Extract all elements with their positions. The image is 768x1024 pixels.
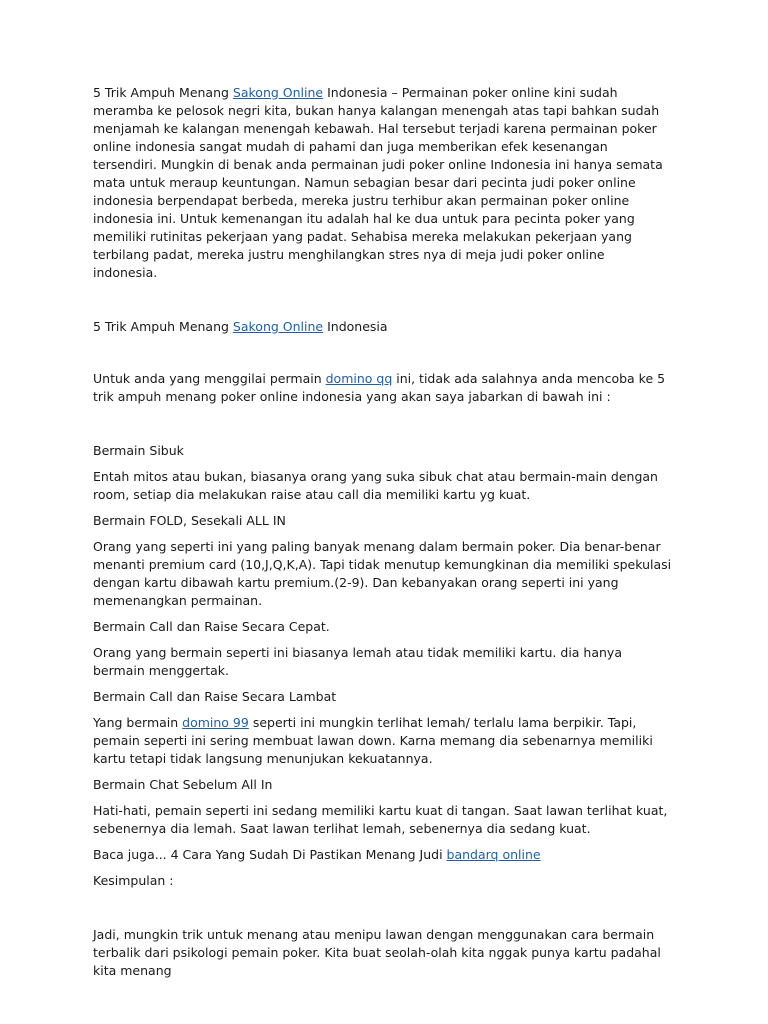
conclusion-title: Kesimpulan : <box>93 873 174 888</box>
read-more-prefix: Baca juga... 4 Cara Yang Sudah Di Pastikan Menang Judi <box>93 847 447 862</box>
lead-suffix: ini, tidak ada salahnya anda mencoba ke 5 trik ampuh menang poker online indonesia yang akan saya jabarkan di bawah ini : <box>93 371 666 404</box>
section-title-4: Bermain Call dan Raise Secara Lambat <box>93 689 337 704</box>
section-title-1: Bermain Sibuk <box>93 443 184 458</box>
section-body-4-prefix: Yang bermain <box>93 715 183 730</box>
article-heading <box>93 318 672 336</box>
conclusion-body: Jadi, mungkin trik untuk menang atau menipu lawan dengan menggunakan cara bermain terbalik dari psikologi pemain poker. Kita buat seolah-olah kita nggak punya kartu padahal kita menang <box>93 927 661 978</box>
heading-prefix: 5 Trik Ampuh Menang <box>93 319 233 334</box>
intro-paragraph <box>93 84 672 282</box>
lead-paragraph <box>93 370 672 406</box>
section-body-3: Orang yang bermain seperti ini biasanya lemah atau tidak memiliki kartu. dia hanya bermain menggertak. <box>93 645 622 678</box>
section-title-5: Bermain Chat Sebelum All In <box>93 777 273 792</box>
lead-prefix: Untuk anda yang menggilai permain <box>93 371 326 386</box>
heading-suffix: Indonesia <box>323 319 388 334</box>
read-more-line <box>93 846 672 864</box>
section-body-4-suffix: seperti ini mungkin terlihat lemah/ terlalu lama berpikir. Tapi, pemain seperti ini sering membuat lawan down. Karna memang dia sebenarnya memiliki kartu tetapi tidak langsung menunjukan kekuatannya. <box>93 715 653 766</box>
section-title-3: Bermain Call dan Raise Secara Cepat. <box>93 619 330 634</box>
intro-title-prefix: 5 Trik Ampuh Menang <box>93 85 233 100</box>
section-body-2: Orang yang seperti ini yang paling banyak menang dalam bermain poker. Dia benar-benar menanti premium card (10,J,Q,K,A). Tapi tidak menutup kemungkinan dia memiliki spekulasi dengan kartu dibawah kartu premium.(2-9). Dan kebanyakan orang seperti ini yang memenangkan permainan. <box>93 539 672 608</box>
bandarq-online-link[interactable]: bandarq online <box>446 847 541 862</box>
section-body-5: Hati-hati, pemain seperti ini sedang memiliki kartu kuat di tangan. Saat lawan terlihat kuat, sebenernya dia lemah. Saat lawan terlihat lemah, sebenernya dia sedang kuat. <box>93 803 668 836</box>
domino-99-link[interactable]: domino 99 <box>182 715 249 730</box>
section-body-1: Entah mitos atau bukan, biasanya orang yang suka sibuk chat atau bermain-main dengan room, setiap dia melakukan raise atau call dia memiliki kartu yg kuat. <box>93 469 658 502</box>
section-body-4 <box>93 714 672 768</box>
domino-qq-link[interactable]: domino qq <box>325 371 393 386</box>
section-title-2: Bermain FOLD, Sesekali ALL IN <box>93 513 286 528</box>
intro-text: Indonesia – Permainan poker online kini sudah meramba ke pelosok negri kita, bukan hanya kalangan menengah atas tapi bahkan sudah menjamah ke kalangan menengah kebawah. Hal tersebut terjadi karena permainan poker online indonesia sangat mudah di pahami dan juga memberikan efek kesenangan tersendiri. Mungkin di benak anda permainan judi poker online Indonesia ini hanya semata mata untuk meraup keuntungan. Namun sebagian besar dari pecinta judi poker online indonesia berpendapat berbeda, mereka justru terhibur akan permainan poker online indonesia ini. Untuk kemenangan itu adalah hal ke dua untuk para pecinta poker yang memiliki rutinitas pekerjaan yang padat. Sehabisa mereka melakukan pekerjaan yang terbilang padat, mereka justru menghilangkan stres nya di meja judi poker online indonesia. <box>93 85 663 280</box>
heading-sakong-online-link[interactable]: Sakong Online <box>232 319 324 334</box>
sakong-online-link[interactable]: Sakong Online <box>232 85 324 100</box>
